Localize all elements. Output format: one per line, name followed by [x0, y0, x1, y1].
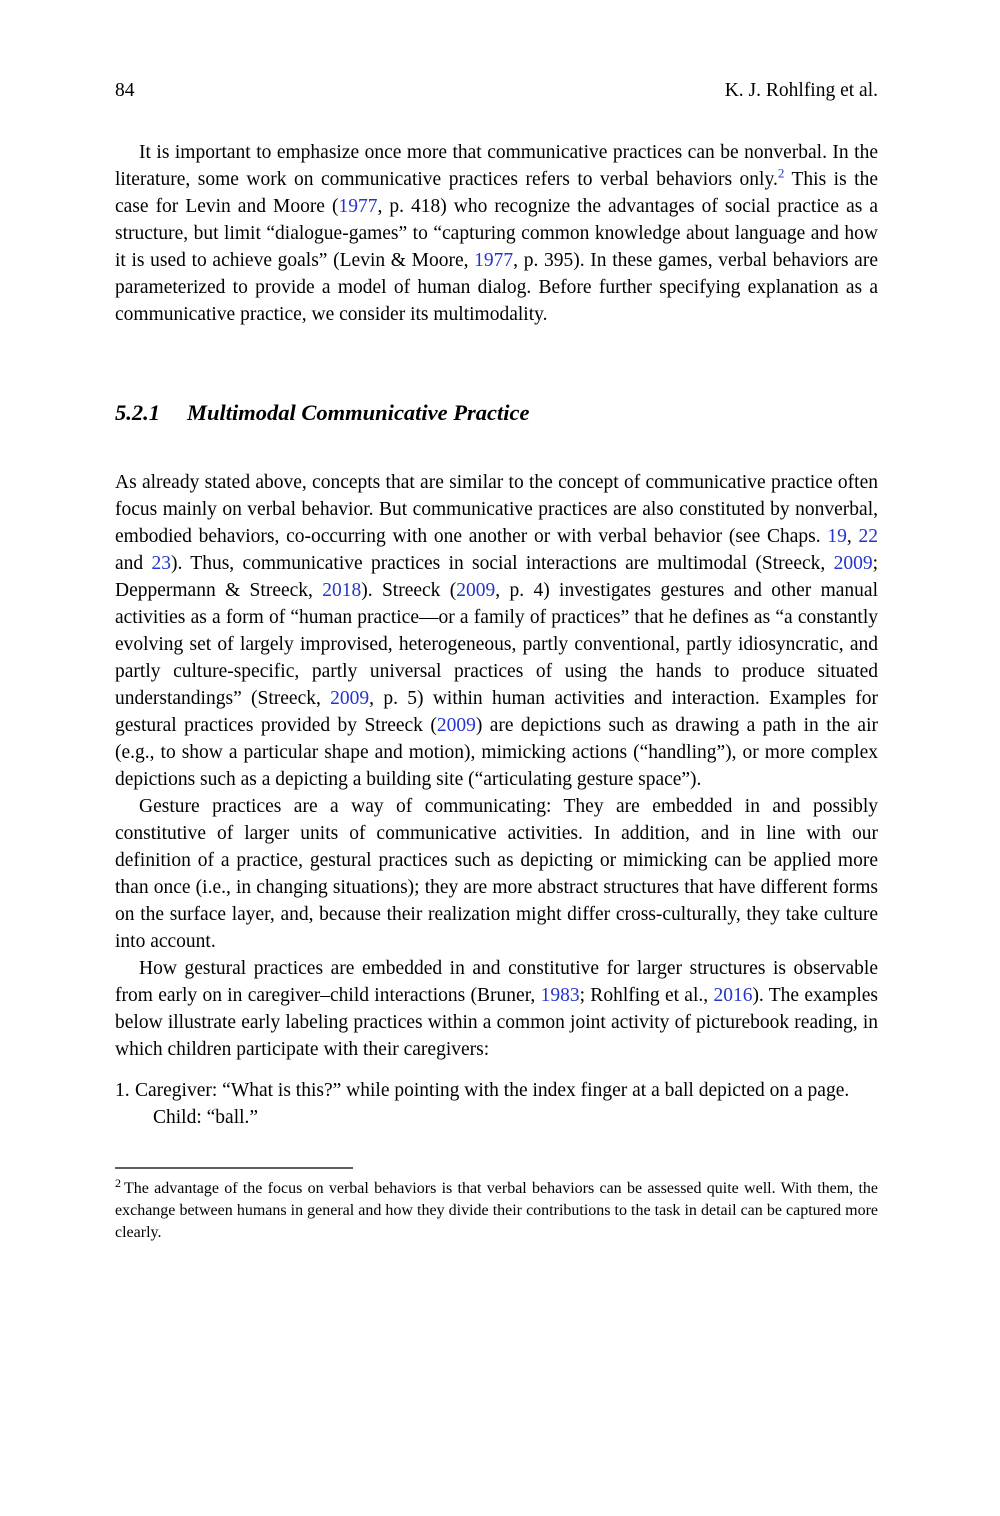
citation-link[interactable]: 2016 [713, 985, 753, 1006]
footnote-marker: 2 [115, 1175, 121, 1190]
list-item-body [135, 1077, 878, 1131]
citation-link[interactable]: 2018 [322, 580, 362, 601]
section-number: 5.2.1 [115, 400, 160, 425]
citation-link[interactable]: 2009 [833, 553, 873, 574]
paragraph-caregiver-child: How gestural practices are embedded in and constitutive for larger structures is observable from early on in caregiver–child interactions (Bruner, 1983; Rohlfing et al., 2016). The examples below illustrate early labeling practices within a common joint activity of picturebook reading, in which children participate with their caregivers: [115, 958, 879, 1060]
footnote [115, 1175, 878, 1244]
citation-link[interactable]: 1983 [540, 985, 580, 1006]
page-number: 84 [115, 80, 135, 101]
citation-link[interactable]: 19 [827, 526, 847, 547]
citation-link[interactable]: 23 [151, 553, 171, 574]
paragraph-gesture-practices: Gesture practices are a way of communicating: They are embedded in and possibly constitutive of larger units of communicative activities. In addition, and in line with our definition of a practice, gestural practices such as depicting or mimicking can be applied more than once (i.e., in changing situations); they are more abstract structures that have different forms on the surface layer, and, because their realization might differ cross-culturally, they take culture into account. [115, 796, 878, 952]
citation-link[interactable]: 2009 [330, 688, 370, 709]
paragraph-intro: It is important to emphasize once more that communicative practices can be nonverbal. In the literature, some work on communicative practices refers to verbal behaviors only.$^2$ This is the case for Levin and Moore (1977, p. 418) who recognize the advantages of social practice as a structure, but limit “dialogue-games” to “capturing common knowledge about language and how it is used to achieve goals” (Levin & Moore, 1977, p. 395). In these games, verbal behaviors are parameterized to provide a model of human dialog. Before further specifying explanation as a communicative practice, we consider its multimodality. [115, 142, 878, 325]
example-list [115, 1077, 878, 1131]
list-item-text: Caregiver: “What is this?” while pointing with the index finger at a ball depicted on a page. [135, 1080, 850, 1101]
text-column [115, 80, 878, 1244]
list-item-child-line: Child: “ball.” [153, 1107, 259, 1128]
page-header [115, 80, 878, 101]
section-title: Multimodal Communicative Practice [187, 400, 530, 425]
footnote-block [115, 1167, 878, 1244]
citation-link[interactable]: 1977 [474, 250, 514, 271]
paragraph-multimodal-1: As already stated above, concepts that are similar to the concept of communicative practice often focus mainly on verbal behavior. But communicative practices are also constituted by nonverbal, embodied behaviors, co-occurring with one another or with verbal behavior (see Chaps. 19, 22 and 23). Thus, communicative practices in social interactions are multimodal (Streeck, 2009; Deppermann & Streeck, 2018). Streeck (2009, p. 4) investigates gestures and other manual activities as a form of “human practice—or a family of practices” that he defines as “a constantly evolving set of largely improvised, heterogeneous, partly conventional, partly idiosyncratic, and partly culture-specific, partly universal practices of using the hands to produce situated understandings” (Streeck, 2009, p. 5) within human activities and interaction. Examples for gestural practices provided by Streeck (2009) are depictions such as drawing a path in the air (e.g., to show a particular shape and motion), mimicking actions (“handling”), or more complex depictions such as a depicting a building site (“articulating gesture space”). [115, 472, 878, 790]
citation-link[interactable]: 2009 [436, 715, 476, 736]
citation-link[interactable]: 2009 [456, 580, 496, 601]
running-head: K. J. Rohlfing et al. [724, 80, 878, 101]
footnote-body: The advantage of the focus on verbal behaviors is that verbal behaviors can be assessed quite well. With them, the exchange between humans in general and how they divide their contributions to the task in detail can be captured more clearly. [115, 1180, 878, 1241]
body-text [115, 139, 878, 1244]
section-heading [115, 398, 878, 428]
footnote-ref-link[interactable]: 2 [777, 165, 785, 181]
citation-link[interactable]: 22 [858, 526, 878, 547]
citation-link[interactable]: 1977 [338, 196, 378, 217]
footnote-divider [115, 1167, 353, 1169]
list-item-marker: 1. [115, 1080, 130, 1101]
list-item [115, 1077, 878, 1131]
